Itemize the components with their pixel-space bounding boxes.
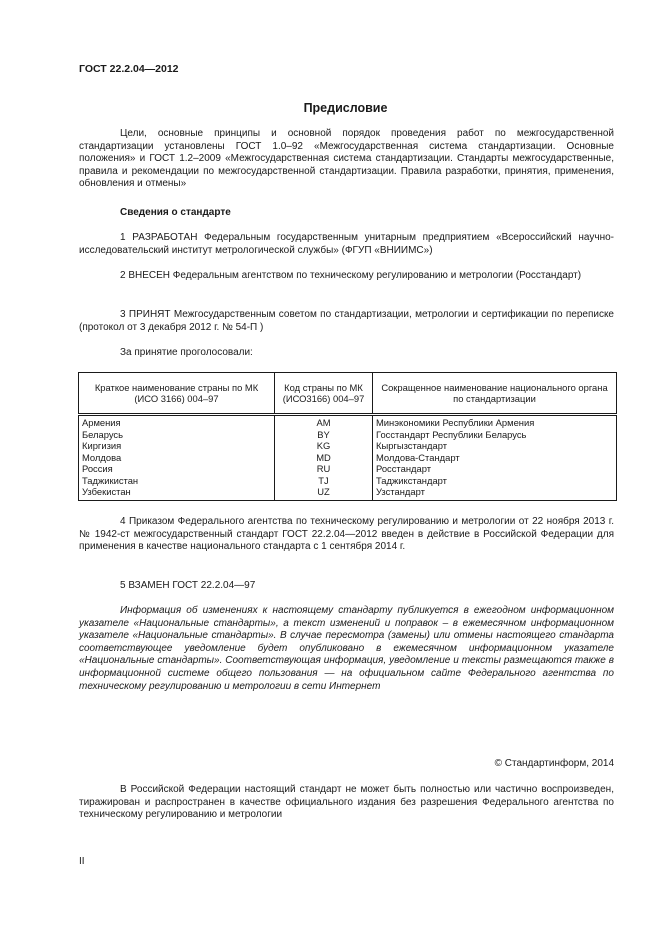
rights-notice: В Российской Федерации настоящий стандарт не может быть полностью или частично воспроизведен, тиражирован и распространен в качестве официального издания без разрешения Федерального агентства по техническому регулированию и метрологии (79, 784, 614, 821)
body-cell: Росстандарт (373, 463, 617, 475)
item-introduced: 2 ВНЕСЕН Федеральным агентством по техническому регулированию и метрологии (Росстандарт) (120, 270, 582, 281)
column-header-code: Код страны по МК (ИСО3166) 004–97 (275, 373, 373, 415)
table-row (79, 463, 617, 475)
body-cell: Госстандарт Республики Беларусь (373, 429, 617, 441)
table-row (79, 440, 617, 452)
code-cell: BY (275, 429, 373, 441)
changes-note: Информация об изменениях к настоящему стандарту публикуется в ежегодном информационном указателе «Национальные стандарты», а текст изменений и поправок – в ежемесячном информационном указателе «Национальные стандарты». В случае пересмотра (замены) или отмены настоящего стандарта соответствующее уведомление будет опубликовано в ежемесячном информационном указателе «Национальные стандарты». Соответствующая информация, уведомление и тексты размещаются также в информационной системе общего пользования — на официальном сайте Федерального агентства по техническому регулированию и метрологии в сети Интернет (79, 605, 614, 692)
voted-label: За принятие проголосовали: (120, 347, 253, 358)
copyright: © Стандартинформ, 2014 (494, 758, 614, 769)
country-cell: Молдова (79, 452, 275, 464)
table-row (79, 429, 617, 441)
table-row (79, 475, 617, 487)
country-cell: Россия (79, 463, 275, 475)
country-cell: Узбекистан (79, 486, 275, 500)
table-row (79, 415, 617, 429)
item-developed: 1 РАЗРАБОТАН Федеральным государственным унитарным предприятием «Всероссийский научно-исследовательский институт метрологической службы» (ФГУП «ВНИИМС») (79, 232, 614, 256)
page-title: Предисловие (303, 101, 388, 115)
country-cell: Киргизия (79, 440, 275, 452)
document-header-id: ГОСТ 22.2.04—2012 (79, 63, 179, 75)
code-cell: MD (275, 452, 373, 464)
table-row (79, 486, 617, 500)
table-row (79, 452, 617, 464)
body-cell: Таджикстандарт (373, 475, 617, 487)
country-cell: Беларусь (79, 429, 275, 441)
info-heading: Сведения о стандарте (120, 207, 231, 218)
page-number: II (79, 856, 85, 867)
column-header-body: Сокращенное наименование национального органа по стандартизации (373, 373, 617, 415)
column-header-country: Краткое наименование страны по МК (ИСО 3166) 004–97 (79, 373, 275, 415)
item-adopted: 3 ПРИНЯТ Межгосударственным советом по стандартизации, метрологии и сертификации по переписке (протокол от 3 декабря 2012 г. № 54-П ) (79, 309, 614, 333)
code-cell: RU (275, 463, 373, 475)
code-cell: TJ (275, 475, 373, 487)
body-cell: Молдова-Стандарт (373, 452, 617, 464)
code-cell: KG (275, 440, 373, 452)
voting-table (78, 372, 617, 501)
code-cell: UZ (275, 486, 373, 500)
country-cell: Армения (79, 415, 275, 429)
code-cell: AM (275, 415, 373, 429)
body-cell: Узстандарт (373, 486, 617, 500)
item-replaces: 5 ВЗАМЕН ГОСТ 22.2.04—97 (120, 580, 256, 591)
body-cell: Кыргызстандарт (373, 440, 617, 452)
country-cell: Таджикистан (79, 475, 275, 487)
item-order: 4 Приказом Федерального агентства по техническому регулированию и метрологии от 22 ноября 2013 г. № 1942-ст межгосударственный стандарт ГОСТ 22.2.04—2012 введен в действие в Российской Федерации для применения в качестве национального стандарта с 1 сентября 2014 г. (79, 516, 614, 553)
intro-paragraph: Цели, основные принципы и основной порядок проведения работ по межгосударственной стандартизации установлены ГОСТ 1.0–92 «Межгосударственная система стандартизации. Основные положения» и ГОСТ 1.2–2009 «Межгосударственная система стандартизации. Стандарты межгосударственные, правила и рекомендации по межгосударственной стандартизации. Правила разработки, принятия, применения, обновления и отмены» (79, 128, 614, 190)
body-cell: Минэкономики Республики Армения (373, 415, 617, 429)
table-header-row (79, 373, 617, 415)
